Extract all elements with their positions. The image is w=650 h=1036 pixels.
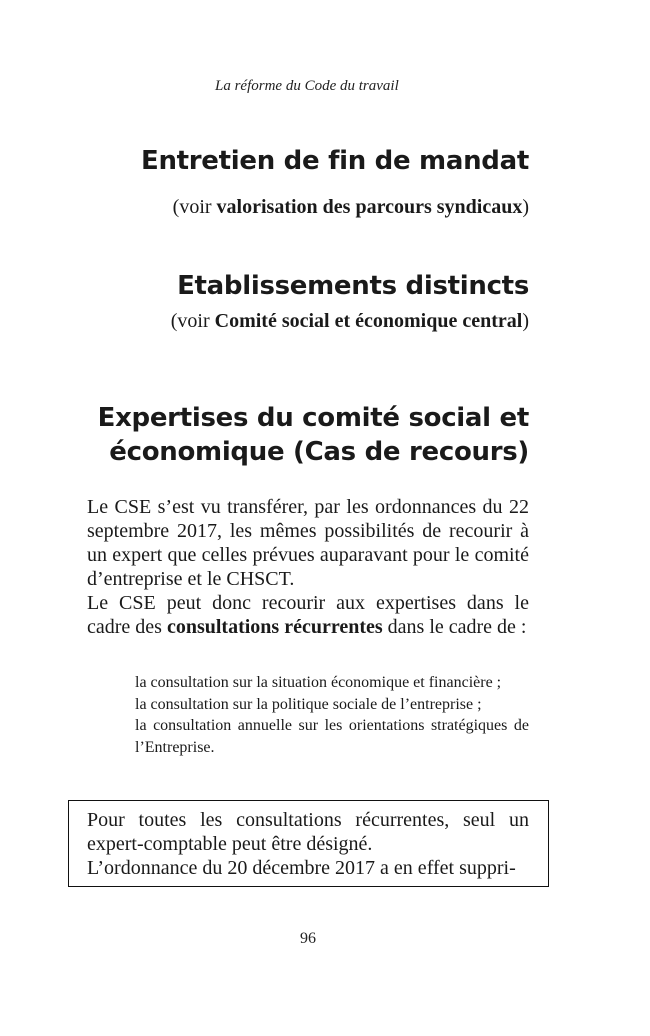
see-link-valorisation: valorisation des parcours syndicaux xyxy=(216,196,523,218)
consultations-recurrentes-term: consultations récurrentes xyxy=(166,616,383,638)
section-title-entretien-fin-mandat: Entretien de fin de mandat xyxy=(140,146,529,176)
body-paragraph-2-prefix: Le CSE peut donc recourir aux expertises dans le cadre des xyxy=(87,592,529,638)
page-number: 96 xyxy=(300,930,316,947)
see-also-cse-central xyxy=(171,310,529,333)
list-item: la consultation sur la politique sociale de l’entreprise ; xyxy=(135,695,482,713)
list-item: la consultation sur la situation économique et financière ; xyxy=(135,674,502,691)
see-also-valorisation xyxy=(173,196,529,219)
see-suffix: ) xyxy=(522,196,529,218)
body-paragraph-2 xyxy=(87,591,529,639)
section-title-line-2: économique (Cas de recours) xyxy=(109,437,529,467)
body-text xyxy=(87,495,529,639)
callout-paragraph-1: Pour toutes les consultations récurrentes, seul un expert-comptable peut être désigné. xyxy=(87,809,529,855)
callout-paragraph-2: L’ordonnance du 20 décembre 2017 a en effet suppri- xyxy=(87,857,516,879)
callout-text xyxy=(87,808,529,880)
callout-box xyxy=(68,800,549,887)
see-link-cse-central: Comité social et économique central xyxy=(214,310,523,332)
section-title-line-1: Expertises du comité social et xyxy=(97,403,529,433)
see-suffix: ) xyxy=(522,310,529,332)
running-head: La réforme du Code du travail xyxy=(215,78,399,94)
body-paragraph-1: Le CSE s’est vu transférer, par les ordonnances du 22 septembre 2017, les mêmes possibilités de recourir à un expert que celles prévues auparavant pour le comité d’entreprise et le CHSCT. xyxy=(87,496,529,590)
see-prefix: (voir xyxy=(172,196,217,218)
see-prefix: (voir xyxy=(170,310,215,332)
section-title-etablissements-distincts: Etablissements distincts xyxy=(177,271,529,301)
body-paragraph-2-suffix: dans le cadre de : xyxy=(382,616,527,638)
list-item: la consultation annuelle sur les orientations stratégiques de l’Entreprise. xyxy=(135,717,529,756)
consultation-list xyxy=(135,672,529,758)
section-title-expertises-cse xyxy=(98,401,529,469)
